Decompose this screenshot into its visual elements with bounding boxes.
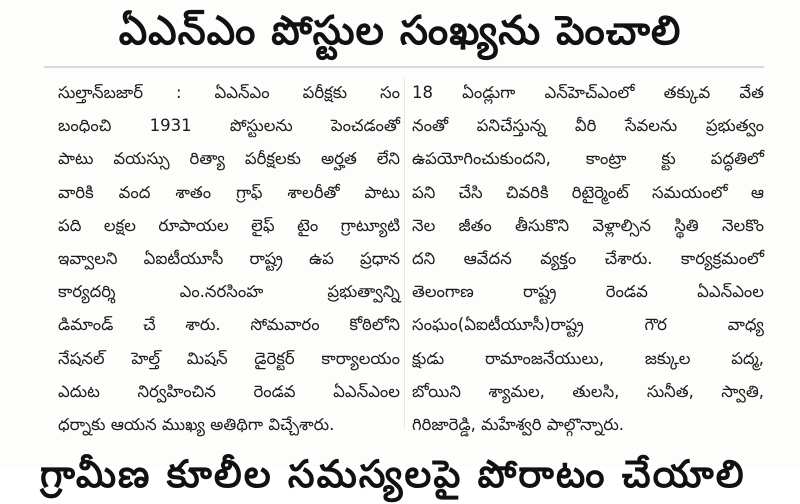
article-line: ఉపయోగించుకుందని, కాంట్రా క్టు పద్ధతిలో — [412, 149, 764, 169]
article-line: పాటు వయస్సు రిత్యా పరీక్షలకు అర్హత లేని — [58, 149, 400, 169]
article-line: ఎదుట నిర్వహించిన రెండవ ఏఎన్ఎంల — [58, 381, 400, 401]
article-line: బోయిని శ్యామల, తులసి, సునీత, స్వాతి, — [412, 381, 764, 401]
article-line: నంతో పనిచేస్తున్న వీరి సేవలను ప్రభుత్వం — [412, 116, 764, 136]
article-line: నెల జీతం తీసుకొని వెళ్లాల్సిన స్థితి నెలకొం — [412, 215, 764, 235]
article-line: బంధించి 1931 పోస్టులను పెంచడంతో — [58, 116, 400, 136]
article-line: క్షుడు రామాంజనేయులు, జక్కుల పద్మ, — [412, 348, 764, 368]
article-headline: ఏఎన్ఎం పోస్టుల సంఖ్యను పెంచాలి — [118, 8, 682, 54]
article-line: దని ఆవేదన వ్యక్తం చేశారు. కార్యక్రమంలో — [412, 248, 764, 268]
headline-divider — [44, 66, 764, 68]
article-column-right — [412, 76, 764, 441]
next-article-headline: గ్రామీణ కూలీల సమస్యలపై పోరాటం చేయాలి — [40, 452, 746, 496]
column-gutter — [404, 78, 405, 428]
article-line: తెలంగాణ రాష్ట్ర రెండవ ఏఎన్ఎంల — [412, 282, 764, 302]
article-line: 18 ఏండ్లుగా ఎన్‌హెచ్ఎంలో తక్కువ వేత — [412, 83, 764, 102]
article-line: ఇవ్వాలని ఏఐటీయూసీ రాష్ట్ర ఉప ప్రధాన — [58, 248, 400, 268]
article-line: నేషనల్ హెల్త్ మిషన్ డైరెక్టర్ కార్యాలయం — [58, 348, 400, 368]
article-line: వారికి వంద శాతం గ్రాఫ్ శాలరీతో పాటు — [58, 182, 400, 202]
article-line: కార్యదర్శి ఎం.నరసింహ ప్రభుత్వాన్ని — [58, 282, 400, 302]
article-line: పని చేసి చివరికి రిటైర్మెంట్ సమయంలో ఆ — [412, 182, 764, 202]
article-line: పది లక్షల రూపాయల లైఫ్ టైం గ్రాట్యూటి — [58, 215, 400, 235]
article-line: డిమాండ్ చే శారు. సోమవారం కోఠిలోని — [58, 315, 400, 335]
article-line: గిరిజారెడ్డి, మహేశ్వరి పాల్గొన్నారు. — [412, 414, 625, 434]
article-line: సుల్తాన్‌బజార్ : ఏఎన్ఎం పరీక్షకు సం — [58, 83, 400, 102]
article-line: ధర్నాకు ఆయన ముఖ్య అతిథిగా విచ్చేశారు. — [58, 414, 335, 434]
article-column-left — [58, 76, 400, 441]
article-line: సంఘం(ఏఐటీయూసీ)రాష్ట్ర గౌర వాధ్య — [412, 315, 764, 335]
